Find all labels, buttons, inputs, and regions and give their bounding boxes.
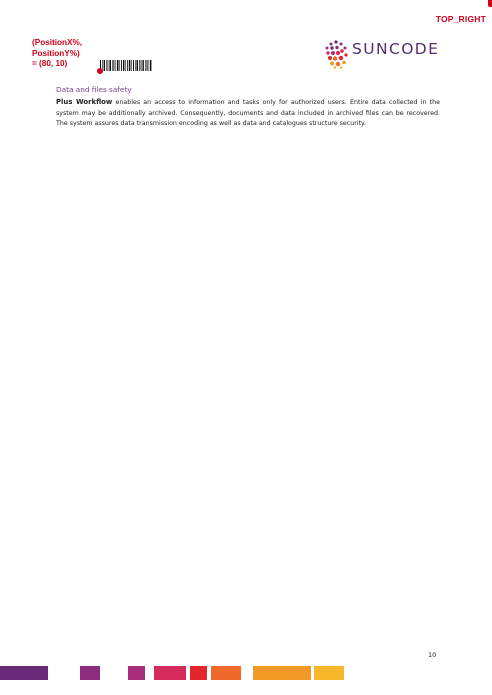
paragraph-text: enables an access to information and tasks only for authorized users. Entire data collected in the system may be additionally archived. Consequently, documents and data included in archived files can be recovered. The system assures data transmission encoding as well as data and catalogues structure security.	[56, 99, 440, 128]
position-annotation-line-3: = (80, 10)	[32, 59, 68, 68]
footer-strip-segment	[0, 666, 48, 680]
barcode	[100, 60, 152, 71]
top-right-marker-label: TOP_RIGHT	[435, 14, 486, 24]
suncode-logo-icon	[322, 39, 350, 69]
product-name: Plus Workflow	[56, 98, 113, 106]
position-annotation-line-2: PositionY%)	[32, 48, 80, 58]
suncode-logo	[322, 39, 462, 69]
footer-strip-segment	[154, 666, 186, 680]
footer-strip-segment	[253, 666, 311, 680]
footer-strip-segment	[211, 666, 241, 680]
position-annotation	[32, 38, 82, 70]
footer-strip-segment	[80, 666, 100, 680]
position-annotation-line-1: (PositionX%,	[32, 38, 83, 47]
body-paragraph	[56, 97, 440, 130]
top-right-marker-dot	[488, 0, 492, 7]
section-title: Data and files safety	[56, 85, 132, 94]
page-number: 10	[428, 651, 437, 659]
suncode-logo-text: SUNCODE	[352, 40, 440, 58]
footer-strip-segment	[314, 666, 344, 680]
footer-strip-segment	[190, 666, 207, 680]
position-marker-dot	[97, 68, 103, 74]
footer-strip-segment	[128, 666, 145, 680]
